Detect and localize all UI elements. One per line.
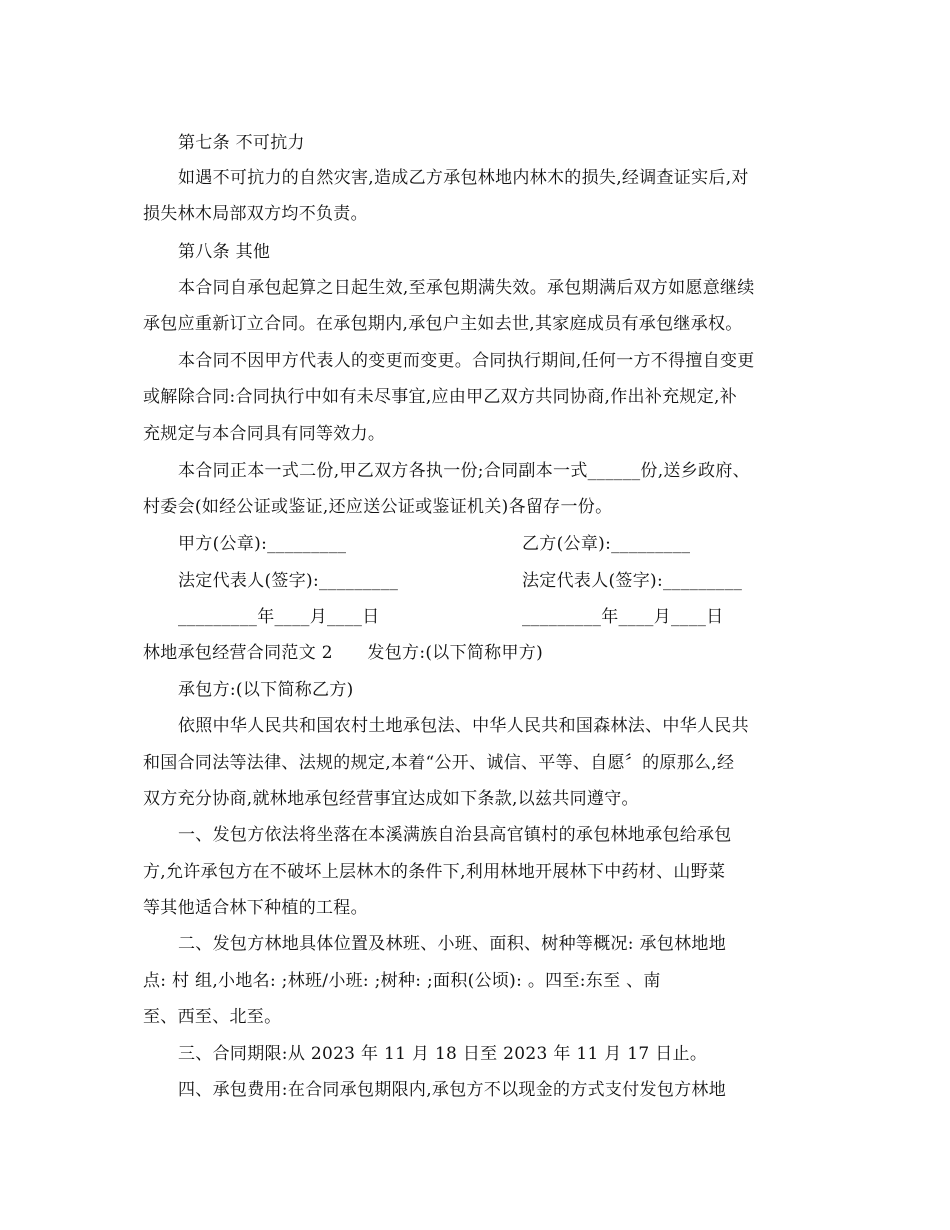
clause-2-text-line: 二、发包方林地具体位置及林班、小班、面积、树种等概况: 承包林地地 bbox=[178, 934, 727, 954]
clause-4-text-line: 四、承包费用:在合同承包期限内,承包方不以现金的方式支付发包方林地 bbox=[178, 1080, 727, 1100]
article-7-text-line: 如遇不可抗力的自然灾害,造成乙方承包林地内林木的损失,经调查证实后,对 bbox=[178, 168, 749, 188]
article-8-text-line: 本合同正本一式二份,甲乙双方各执一份;合同副本一式______份,送乡政府、 bbox=[178, 461, 750, 481]
intro-text-line: 和国合同法等法律、法规的规定,本着“公开、诚信、平等、自愿〞的原那么,经 bbox=[143, 753, 735, 773]
party-a-date-field: _________年____月____日 bbox=[178, 607, 380, 627]
article-8-text-line: 本合同自承包起算之日起生效,至承包期满失效。承包期满后双方如愿意继续 bbox=[178, 278, 755, 298]
party-a-representative-field: 法定代表人(签字):_________ bbox=[178, 571, 399, 591]
clause-2-text-line: 至、西至、北至。 bbox=[143, 1007, 282, 1027]
intro-text-line: 双方充分协商,就林地承包经营事宜达成如下条款,以兹共同遵守。 bbox=[143, 789, 639, 809]
party-b-date-field: _________年____月____日 bbox=[522, 607, 724, 627]
article-8-text-line: 本合同不因甲方代表人的变更而变更。合同执行期间,任何一方不得擅自变更 bbox=[178, 351, 755, 371]
article-7-heading: 第七条 不可抗力 bbox=[178, 133, 305, 153]
intro-text-line: 依照中华人民共和国农村土地承包法、中华人民共和国森林法、中华人民共 bbox=[178, 716, 749, 736]
article-8-text-line: 充规定与本合同具有同等效力。 bbox=[143, 424, 386, 444]
contract-2-title: 林地承包经营合同范文 2 发包方:(以下简称甲方) bbox=[143, 643, 544, 663]
clause-1-text-line: 一、发包方依法将坐落在本溪满族自治县高官镇村的承包林地承包给承包 bbox=[178, 825, 732, 845]
article-8-text-line: 或解除合同:合同执行中如有未尽事宜,应由甲乙双方共同协商,作出补充规定,补 bbox=[143, 387, 738, 407]
party-a-seal-field: 甲方(公章):_________ bbox=[178, 534, 347, 554]
article-7-text-line: 损失林木局部双方均不负责。 bbox=[143, 204, 368, 224]
contractor-line: 承包方:(以下简称乙方) bbox=[178, 680, 354, 700]
article-8-text-line: 村委会(如经公证或鉴证,还应送公证或鉴证机关)各留存一份。 bbox=[143, 497, 613, 517]
clause-1-text-line: 方,允许承包方在不破坏上层林木的条件下,利用林地开展林下中药材、山野菜 bbox=[143, 862, 726, 882]
party-b-seal-field: 乙方(公章):_________ bbox=[522, 534, 691, 554]
article-8-text-line: 承包应重新订立合同。在承包期内,承包户主如去世,其家庭成员有承包继承权。 bbox=[143, 314, 743, 334]
clause-3-text: 三、合同期限:从 2023 年 11 月 18 日至 2023 年 11 月 17 日止。 bbox=[178, 1044, 708, 1064]
clause-2-text-line: 点: 村 组,小地名: ;林班/小班: ;树种: ;面积(公顷): 。四至:东至 、南 bbox=[143, 971, 661, 991]
party-b-representative-field: 法定代表人(签字):_________ bbox=[522, 571, 743, 591]
article-8-heading: 第八条 其他 bbox=[178, 242, 271, 262]
clause-1-text-line: 等其他适合林下种植的工程。 bbox=[143, 898, 368, 918]
